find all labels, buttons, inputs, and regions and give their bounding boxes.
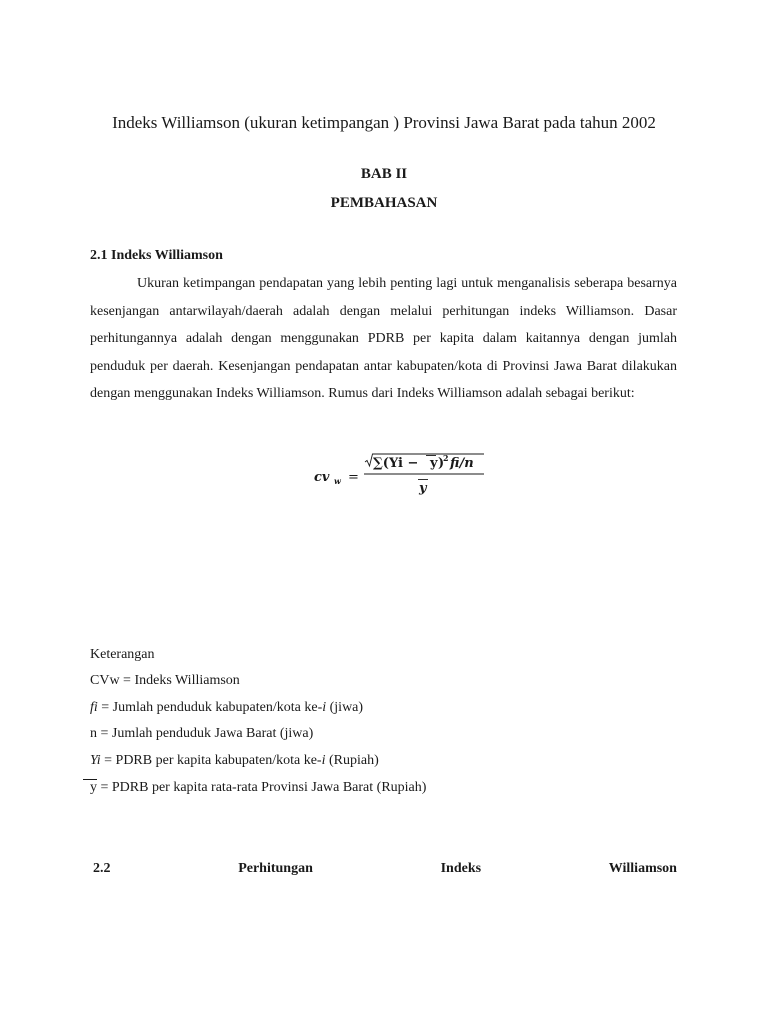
legend-cvw: CVw = Indeks Williamson — [90, 673, 240, 688]
chapter-title: PEMBAHASAN — [330, 195, 438, 211]
document-title: Indeks Williamson (ukuran ketimpangan ) Provinsi Jawa Barat pada tahun 2002 — [112, 113, 656, 132]
legend-ybar — [90, 778, 426, 798]
formula-numerator-ybar: y — [430, 456, 438, 471]
legend-yi-index: i — [321, 753, 326, 768]
legend-fi-unit: (jiwa) — [326, 700, 364, 715]
legend-fi-var: fi — [90, 700, 98, 715]
legend-fi — [90, 698, 363, 718]
legend-yi — [90, 751, 379, 771]
formula-denominator: y — [419, 481, 427, 496]
formula-numerator-sum: ∑(Yi − — [373, 456, 419, 471]
formula-numerator-exp: 2 — [443, 453, 449, 463]
formula-numerator-close: ) — [438, 456, 445, 471]
legend-heading: Keterangan — [90, 647, 155, 662]
section-2-2-word-3: Williamson — [608, 861, 677, 876]
legend-yi-text: = PDRB per kapita kabupaten/kota ke- — [100, 753, 322, 768]
section-2-2-word-1: Perhitungan — [238, 861, 313, 876]
formula-lhs: cv — [314, 470, 330, 485]
legend-n: n = Jumlah penduduk Jawa Barat (jiwa) — [90, 726, 314, 741]
williamson-formula — [312, 452, 502, 498]
legend-fi-index: i — [322, 700, 327, 715]
section-paragraph: Ukuran ketimpangan pendapatan yang lebih penting lagi untuk menganalisis seberapa besarnya kesenjangan antarwilayah/daerah adalah dengan melalui perhitungan indeks Williamson. Dasar perhitungannya adalah dengan menggunakan PDRB per kapita dalam kaitannya dengan jumlah penduduk per daerah. Kesenjangan pendapatan antar kabupaten/kota di Provinsi Jawa Barat dilakukan dengan menggunakan Indeks Williamson. Rumus dari Indeks Williamson adalah sebagai berikut: — [90, 276, 677, 401]
legend-yi-var: Yi — [90, 753, 101, 768]
section-2-2-number: 2.2 — [93, 861, 111, 876]
section-heading-2-1: 2.1 Indeks Williamson — [90, 248, 223, 263]
chapter-number: BAB II — [360, 166, 408, 182]
formula-lhs-sub: w — [334, 476, 341, 486]
legend-ybar-var: y — [90, 778, 97, 798]
formula-equals: = — [348, 470, 359, 485]
section-2-2-word-2: Indeks — [440, 861, 482, 876]
legend-fi-text: = Jumlah penduduk kabupaten/kota ke- — [97, 700, 323, 715]
legend-yi-unit: (Rupiah) — [325, 753, 379, 768]
section-heading-2-2 — [93, 859, 677, 879]
formula-numerator-tail: fi/n — [450, 456, 474, 471]
legend-ybar-text: = PDRB per kapita rata-rata Provinsi Jawa Barat (Rupiah) — [97, 780, 427, 795]
